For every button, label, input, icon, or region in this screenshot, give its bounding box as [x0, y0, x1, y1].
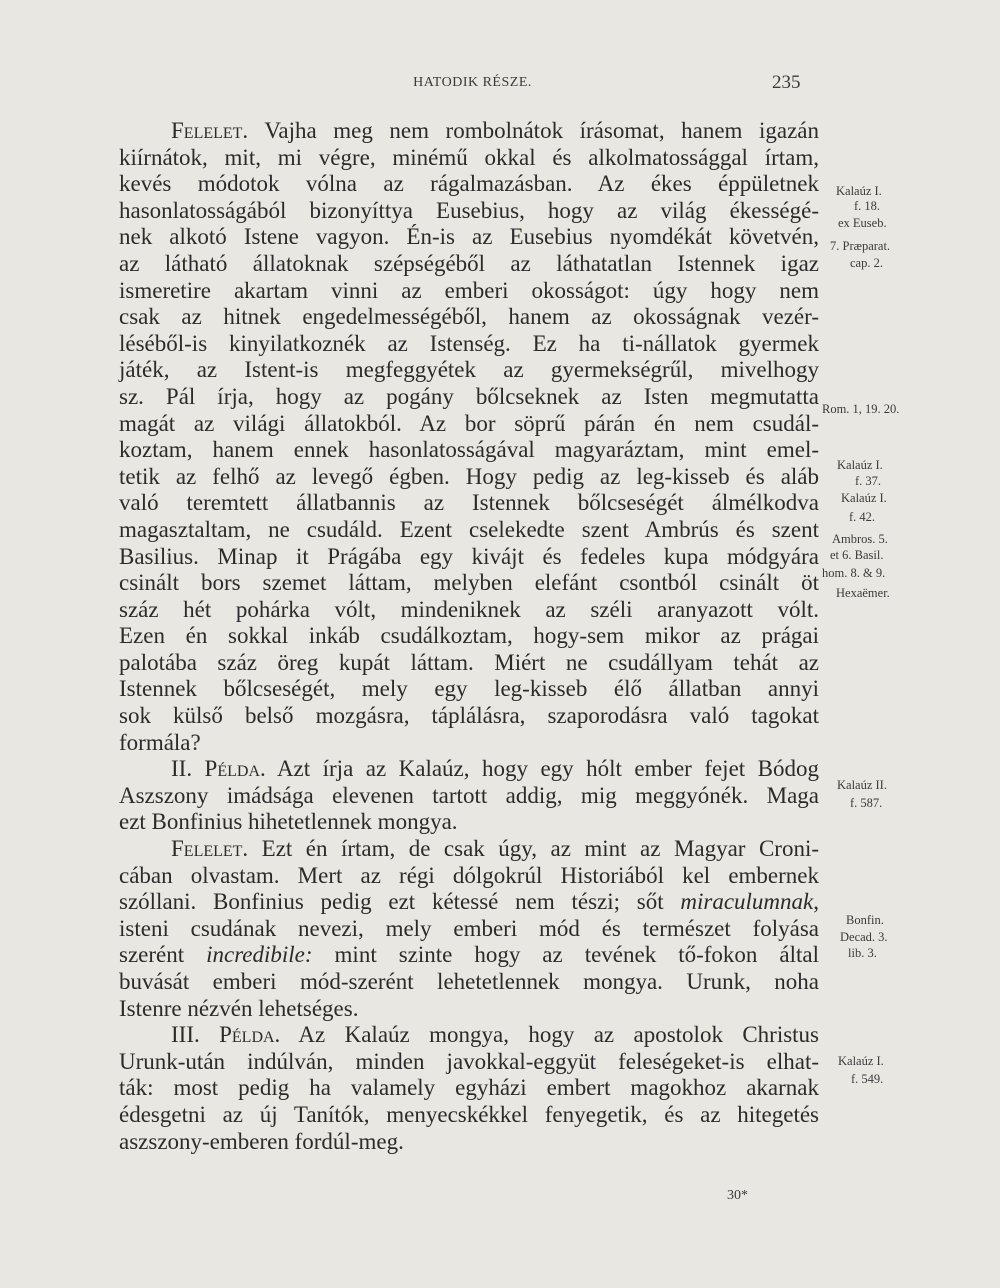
text-line: száz hét pohárka vólt, mindeniknek az széli aranyazott vólt.: [119, 596, 819, 622]
text-line: III. Példa. Az Kalaúz mongya, hogy az apostolok Christus: [171, 1022, 819, 1048]
margin-note: Decad. 3.: [840, 930, 888, 944]
margin-note: f. 42.: [849, 510, 876, 524]
text-line: tetik az felhő az levegő égben. Hogy pedig az leg-kisseb és aláb: [119, 463, 819, 489]
text-line: formála?: [119, 729, 201, 755]
text-line: az látható állatoknak szépségéből az láthatatlan Istennek igaz: [119, 250, 819, 276]
text-line: Aszszony imádsága elevenen tartott addig, mig meggyónék. Maga: [119, 782, 819, 808]
margin-note: f. 18.: [854, 199, 881, 213]
text-line: palotába száz öreg kupát láttam. Miért ne csudállyam tehát az: [119, 649, 819, 675]
text-line: isteni csudának nevezi, mely emberi mód és természet folyása: [119, 915, 819, 941]
margin-note: Ambros. 5.: [832, 532, 888, 546]
text-line: magasztaltam, ne csudáld. Ezent cselekedte szent Ambrús és szent: [119, 516, 819, 542]
text-line: sz. Pál írja, hogy az pogány bőlcseknek az Isten megmutatta: [119, 383, 819, 409]
text-line: szerént incredibile: mint szinte hogy az tevének tő-fokon által: [119, 942, 819, 968]
signature-mark: 30*: [727, 1188, 748, 1203]
text-line: kiírnátok, mit, mi végre, minémű okkal és alkolmatossággal írtam,: [119, 144, 819, 170]
text-line: Ezen én sokkal inkáb csudálkoztam, hogy-sem mikor az prágai: [119, 623, 819, 649]
margin-note: lib. 3.: [848, 946, 877, 960]
text-line: hasonlatosságából bizonyíttya Eusebius, hogy az világ ékességé-: [119, 197, 819, 223]
text-line: Basilius. Minap it Prágába egy kivájt és fedeles kupa módgyára: [119, 543, 819, 569]
margin-note: Bonfin.: [846, 913, 884, 927]
text-line: magát az világi állatokból. Az bor söprű párán én nem csudál-: [119, 410, 819, 436]
margin-note: et 6. Basil.: [830, 548, 884, 562]
text-line: buvását emberi mód-szerént lehetetlennek mongya. Urunk, noha: [119, 969, 819, 994]
margin-note: f. 587.: [850, 796, 883, 810]
margin-note: 7. Præparat.: [830, 239, 891, 253]
page-number: 235: [772, 72, 801, 93]
text-line: koztam, hanem ennek hasonlatosságával magyaráztam, mint emel-: [119, 437, 819, 463]
margin-note: f. 549.: [851, 1072, 884, 1086]
margin-note: Kalaúz I.: [836, 184, 882, 198]
margin-note: Rom. 1, 19. 20.: [822, 402, 900, 416]
body-text: [119, 118, 819, 1155]
text-line: kevés módotok vólna az rágalmazásban. Az ékes éppületnek: [119, 171, 819, 197]
text-line: ezt Bonfinius hihetetlennek mongya.: [119, 809, 458, 835]
text-line: Urunk-után indúlván, minden javokkal-eggyüt feleségeket-is elhat-: [119, 1048, 819, 1074]
margin-note: Kalaúz I.: [837, 458, 883, 472]
text-line: nek alkotó Istene vagyon. Én-is az Eusebius nyomdékát követvén,: [119, 224, 819, 250]
margin-note: Kalaúz I.: [841, 491, 887, 505]
text-line: cában olvastam. Mert az régi dólgokrúl Historiából kel embernek: [119, 862, 819, 888]
running-head: HATODIK RÉSZE.: [413, 75, 532, 90]
text-line: ták: most pedig ha valamely egyházi embert magokhoz akarnak: [119, 1075, 819, 1101]
text-line: ismeretire akartam vinni az emberi okosságot: úgy hogy nem: [119, 277, 819, 303]
text-line: Felelet. Vajha meg nem rombolnátok írásomat, hanem igazán: [171, 118, 819, 143]
margin-note: Kalaúz II.: [837, 778, 887, 792]
text-line: sok külső belső mozgásra, táplálásra, szaporodásra való tagokat: [119, 703, 819, 729]
margin-note: Kalaúz I.: [838, 1054, 884, 1068]
text-line: Felelet. Ezt én írtam, de csak úgy, az mint az Magyar Croni-: [171, 836, 819, 862]
text-line: Istenre nézvén lehetséges.: [119, 995, 359, 1021]
text-line: léséből-is kinyilatkoznék az Istenség. Ez ha ti-nállatok gyermek: [119, 330, 819, 356]
text-line: csak az hitnek engedelmességéből, hanem az okosságnak vezér-: [119, 304, 819, 330]
text-line: aszszony-emberen fordúl-meg.: [119, 1128, 404, 1154]
margin-note: ex Euseb.: [838, 216, 887, 230]
margin-note: cap. 2.: [850, 256, 883, 270]
margin-note: f. 37.: [855, 474, 882, 488]
text-line: szóllani. Bonfinius pedig ezt kétessé nem tészi; sőt miraculumnak,: [119, 889, 819, 915]
text-line: való teremtett állatbannis az Istennek bőlcseségét álmélkodva: [119, 490, 819, 516]
text-line: Istennek bőlcseségét, mely egy leg-kisseb élő állatban annyi: [119, 676, 819, 702]
margin-note: hom. 8. & 9.: [822, 566, 886, 580]
text-line: játék, az Istent-is megfeggyétek az gyermekségrűl, mivelhogy: [119, 357, 819, 383]
text-line: édesgetni az új Tanítók, menyecskékkel fenyegetik, és az hitegetés: [119, 1101, 819, 1127]
text-line: II. Példa. Azt írja az Kalaúz, hogy egy hólt ember fejet Bódog: [171, 756, 819, 782]
margin-note: Hexaëmer.: [836, 586, 890, 600]
text-line: csinált bors szemet láttam, melyben elefánt csontból csinált öt: [119, 570, 819, 596]
